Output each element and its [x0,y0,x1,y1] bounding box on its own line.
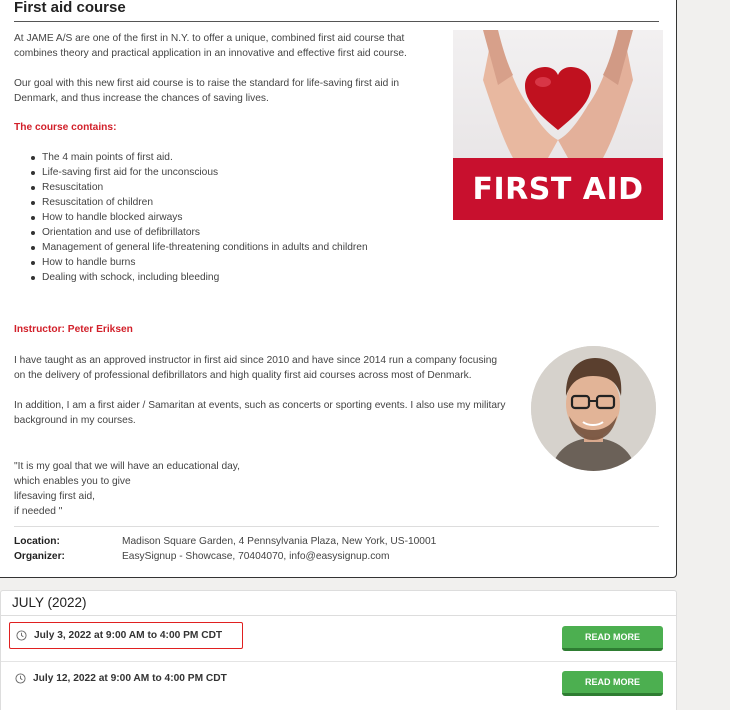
first-aid-image [453,30,663,220]
course-contains-heading: The course contains: [14,122,117,133]
quote-line: which enables you to give [14,476,131,487]
organizer-label: Organizer: [14,551,65,562]
course-title: First aid course [14,0,126,16]
month-heading: JULY (2022) [12,595,87,610]
read-more-button[interactable]: READ MORE [562,671,663,696]
bio-line: I have taught as an approved instructor in first aid since 2010 and have since 2014 run a company focusing [14,355,498,366]
organizer-value: EasySignup - Showcase, 70404070, info@easysignup.com [122,551,390,562]
quote-line: "It is my goal that we will have an educational day, [14,461,240,472]
location-value: Madison Square Garden, 4 Pennsylvania Plaza, New York, US-10001 [122,536,437,547]
title-divider [14,21,659,22]
intro-paragraph-1 [14,31,407,61]
instructor-heading: Instructor: Peter Eriksen [14,324,133,335]
event-date-1[interactable] [9,622,243,649]
event-date-text: July 3, 2022 at 9:00 AM to 4:00 PM CDT [34,630,223,641]
bio-line: on the delivery of professional defibrillators and high quality first aid courses across most of Denmark. [14,370,472,381]
list-item: Management of general life-threatening conditions in adults and children [30,240,368,255]
instructor-avatar [531,346,656,471]
list-item: Resuscitation [30,180,368,195]
event-date-2[interactable] [9,665,227,692]
instructor-quote [14,459,240,519]
read-more-button[interactable]: READ MORE [562,626,663,651]
first-aid-banner: FIRST AID [453,158,663,220]
bio-line: background in my courses. [14,415,136,426]
quote-line: lifesaving first aid, [14,491,95,502]
list-item: How to handle blocked airways [30,210,368,225]
event-divider [1,661,676,662]
intro-line: Our goal with this new first aid course is to raise the standard for life-saving first aid in [14,78,400,89]
list-item: Resuscitation of children [30,195,368,210]
schedule-panel [0,590,677,710]
intro-line: At JAME A/S are one of the first in N.Y. to offer a unique, combined first aid course that [14,33,405,44]
quote-line: if needed " [14,506,63,517]
list-item: Life-saving first aid for the unconscious [30,165,368,180]
clock-icon [16,630,27,641]
list-item: Dealing with schock, including bleeding [30,270,368,285]
intro-line: combines theory and practical application in an innovative and effective first aid course. [14,48,407,59]
clock-icon [15,673,26,684]
intro-paragraph-2 [14,76,399,106]
event-date-text: July 12, 2022 at 9:00 AM to 4:00 PM CDT [33,673,227,684]
location-label: Location: [14,536,60,547]
course-contents-list [30,150,368,285]
hands-heart-photo [453,30,663,158]
intro-line: Denmark, and thus increase the chances of saving lives. [14,93,269,104]
list-item: The 4 main points of first aid. [30,150,368,165]
bio-paragraph-1 [14,353,497,383]
list-item: Orientation and use of defibrillators [30,225,368,240]
month-divider [1,615,676,616]
bio-paragraph-2 [14,398,505,428]
meta-divider [14,526,659,527]
bio-line: In addition, I am a first aider / Samaritan at events, such as concerts or sporting events. I also use my military [14,400,506,411]
list-item: How to handle burns [30,255,368,270]
